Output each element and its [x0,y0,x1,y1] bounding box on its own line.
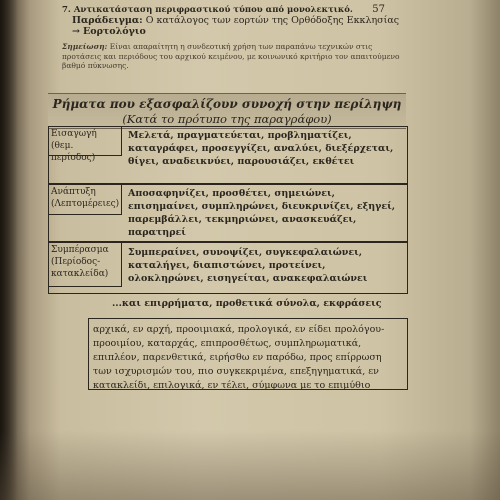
arrow-icon: → [72,26,80,37]
section-title: 7. Αντικατάσταση περιφραστικού τύπου από μονολεκτικό. [62,5,353,15]
example-result: Εορτολόγιο [83,26,146,37]
book-binding-shadow [0,0,18,500]
row-label-title: Εισαγωγή [51,129,97,139]
row-label-title: Συμπέρασμα [51,245,109,255]
example-paragraph [72,15,402,37]
example-text: Ο κατάλογος των εορτών της Ορθόδοξης Εκκλησίας [145,15,400,26]
row-text-introduction: Μελετά, πραγματεύεται, προβληματίζει, καταγράφει, προσεγγίζει, αναλύει, διεξέρχεται, θίγει, αναδεικνύει, παρουσιάζει, εκθέτει [128,130,394,167]
adverbs-box: αρχικά, εν αρχή, προοιμιακά, προλογικά, εν είδει προλόγου-προοιμίου, καταρχάς, επιπροσθέτως, συμπληρωματικά, επιπλέον, παρενθετικά, ειρήσθω εν παρόδω, προς επίρρωση των ισχυρισμών του, πιο συγκεκριμένα, επεξηγηματικά, εν κατακλείδι, επιλογικά, εν τέλει, σύμφωνα με το επιμύθιο [88,318,408,390]
row-label-title: Ανάπτυξη [51,187,96,197]
table-heading-subtitle: (Κατά το πρότυπο της παραγράφου) [122,112,332,126]
row-label-subtitle-2: κατακλείδα) [51,269,109,279]
page-number: 57 [372,4,385,15]
row-label-conclusion [48,242,122,287]
row-label-introduction [48,126,122,163]
row-text-conclusion: Συμπεραίνει, συνοψίζει, συγκεφαλαιώνει, καταλήγει, διαπιστώνει, προτείνει, ολοκληρώνει, εισηγείται, ανακεφαλαιώνει [128,247,368,284]
row-label-subtitle: (θεμ. περίοδος) [51,141,96,163]
row-label-subtitle: (Περίοδος- [51,257,101,267]
note-paragraph [62,42,402,71]
row-label-subtitle: (Λεπτομέρειες) [51,199,120,209]
row-text-development: Αποσαφηνίζει, προσθέτει, σημειώνει, επισημαίνει, συμπληρώνει, διευκρινίζει, εξηγεί, παρεμβάλλει, τεκμηριώνει, ανασκευάζει, παρατηρεί [128,188,396,238]
page-shadow [0,430,500,500]
note-text: Είναι απαραίτητη η συνδεοτική χρήση των παραπάνω τεχνικών στις προτάσεις και περιόδους του αρχικού κειμένου, με κοινωνικό κριτήριο τον απαιτούμενο βαθμό πύκνωσης. [62,42,400,70]
note-label: Σημείωση: [62,42,108,51]
row-label-development [48,184,122,215]
example-label: Παράδειγμα: [72,15,143,26]
table-heading [48,93,406,129]
table-heading-title: Ρήματα που εξασφαλίζουν συνοχή στην περίληψη [52,97,402,111]
adverbs-subheading: ...και επιρρήματα, προθετικά σύνολα, εκφράσεις [112,298,382,309]
